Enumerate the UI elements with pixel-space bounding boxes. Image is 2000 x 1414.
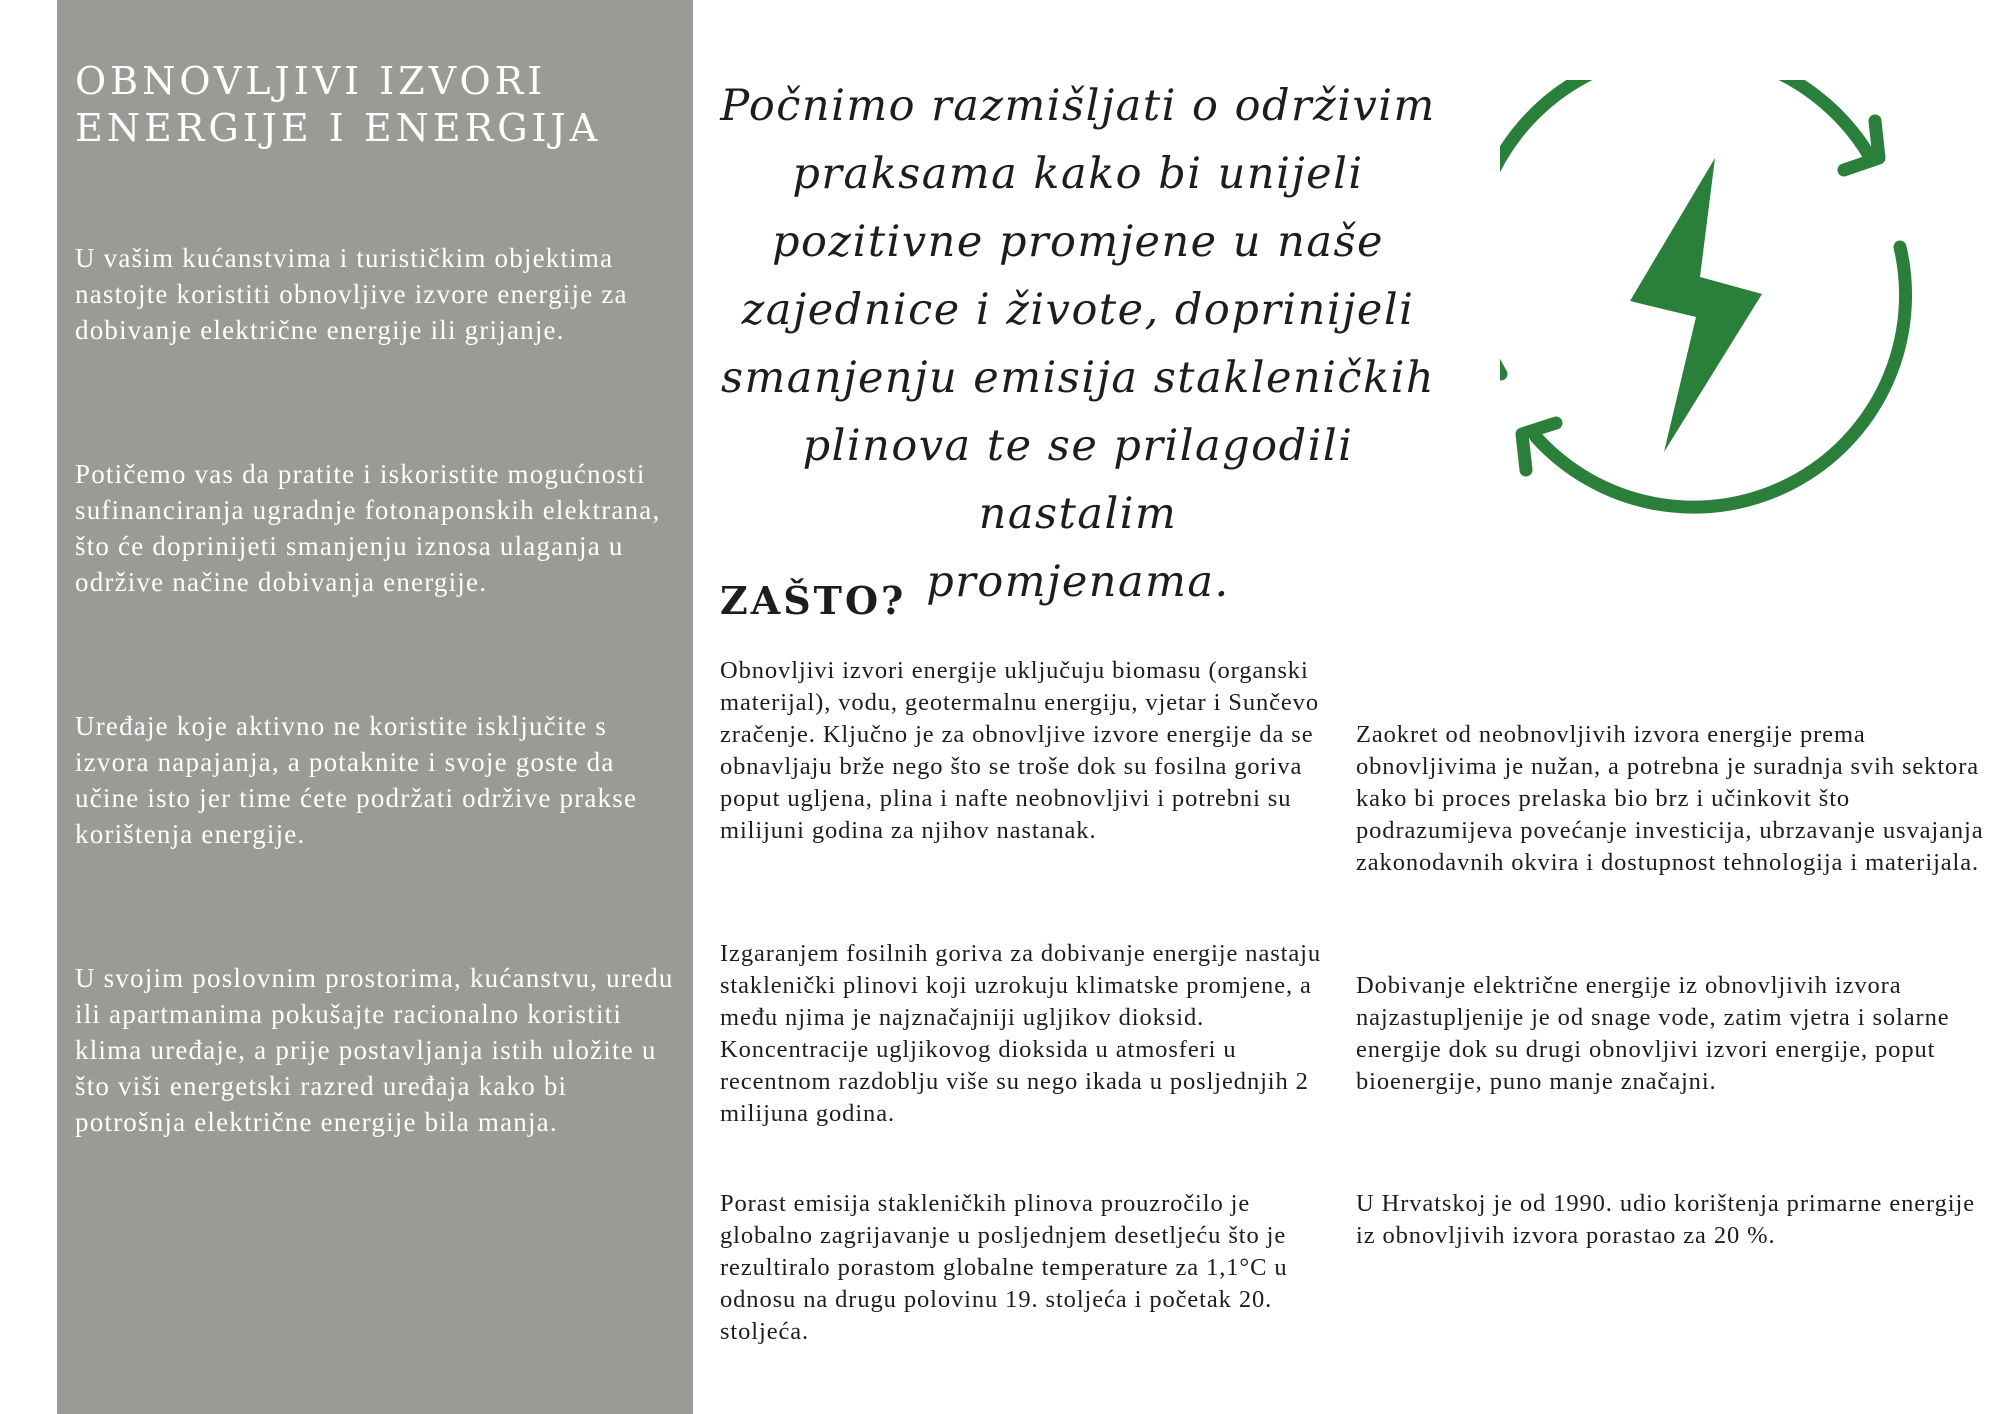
quote-line: plinova te se prilagodili nastalim [802, 421, 1354, 539]
sidebar-title [75, 58, 601, 152]
left-paragraph-1: Obnovljivi izvori energije uključuju biomasu (organski materijal), vodu, geotermalnu energiju, vjetar i Sunčevo zračenje. Ključno je za obnovljive izvore energije da se obnavljaju brže nego što se troše dok su fosilna goriva poput ugljena, plina i nafte neobnovljivi i potrebni su milijuni godina za njihov nastanak. [720, 657, 1319, 844]
left-paragraph-3: Porast emisija stakleničkih plinova prouzročilo je globalno zagrijavanje u posljednjem desetljeću što je rezultiralo porastom globalne temperature za 1,1°C u odnosu na drugu polovinu 19. stoljeća i početak 20. stoljeća. [720, 1190, 1288, 1345]
sidebar-panel [57, 0, 693, 1414]
sidebar-paragraph-4: U svojim poslovnim prostorima, kućanstvu, uredu ili apartmanima pokušajte racionalno koristiti klima uređaje, a prije postavljanja istih uložite u što viši energetski razred uređaja kako bi potrošnja električne energije bila manja. [75, 963, 674, 1137]
sidebar-paragraph-3: Uređaje koje aktivno ne koristite isključite s izvora napajanja, a potaknite i svoje goste da učine isto jer time ćete podržati održive prakse korištenja energije. [75, 711, 638, 849]
quote-line: promjenama. [926, 557, 1230, 607]
quote-line: Počnimo razmišljati o održivim [720, 81, 1436, 131]
quote-line: zajednice i živote, doprinijeli [741, 285, 1415, 335]
sidebar-paragraph-1: U vašim kućanstvima i turističkim objektima nastojte koristiti obnovljive izvore energije za dobivanje električne energije ili grijanje. [75, 243, 628, 345]
section-heading: ZAŠTO? [720, 578, 907, 623]
sidebar-title-line-2: ENERGIJE I ENERGIJA [75, 106, 602, 150]
sidebar-title-line-1: OBNOVLJIVI IZVORI [75, 59, 547, 103]
lightning-bolt-icon [1630, 158, 1762, 452]
right-paragraph-1: Zaokret od neobnovljivih izvora energije prema obnovljivima je nužan, a potrebna je suradnja svih sektora kako bi proces prelaska bio brz i učinkovit što podrazumijeva povećanje investicija, ubrzavanje usvajanja zakonodavnih okvira i dostupnost tehnologija i materijala. [1356, 721, 1984, 876]
quote-line: smanjenju emisija stakleničkih [720, 353, 1436, 403]
quote [718, 72, 1438, 616]
quote-line: pozitivne promjene u naše [772, 217, 1384, 267]
sidebar-paragraph-2: Potičemo vas da pratite i iskoristite mogućnosti sufinanciranja ugradnje fotonaponskih elektrana, što će doprinijeti smanjenju iznosa ulaganja u održive načine dobivanja energije. [75, 459, 661, 597]
renewable-energy-icon [1500, 80, 1930, 540]
left-paragraph-2: Izgaranjem fosilnih goriva za dobivanje energije nastaju staklenički plinovi koji uzrokuju klimatske promjene, a među njima je najznačajniji ugljikov dioksid. Koncentracije ugljikovog dioksida u atmosferi u recentnom razdoblju više su nego ikada u posljednjih 2 milijuna godina. [720, 940, 1321, 1127]
quote-line: praksama kako bi unijeli [792, 149, 1364, 199]
right-paragraph-3: U Hrvatskoj je od 1990. udio korištenja primarne energije iz obnovljivih izvora porastao za 20 %. [1356, 1190, 1975, 1249]
right-paragraph-2: Dobivanje električne energije iz obnovljivih izvora najzastupljenije je od snage vode, zatim vjetra i solarne energije dok su drugi obnovljivi izvori energije, poput bioenergije, puno manje značajni. [1356, 972, 1950, 1095]
